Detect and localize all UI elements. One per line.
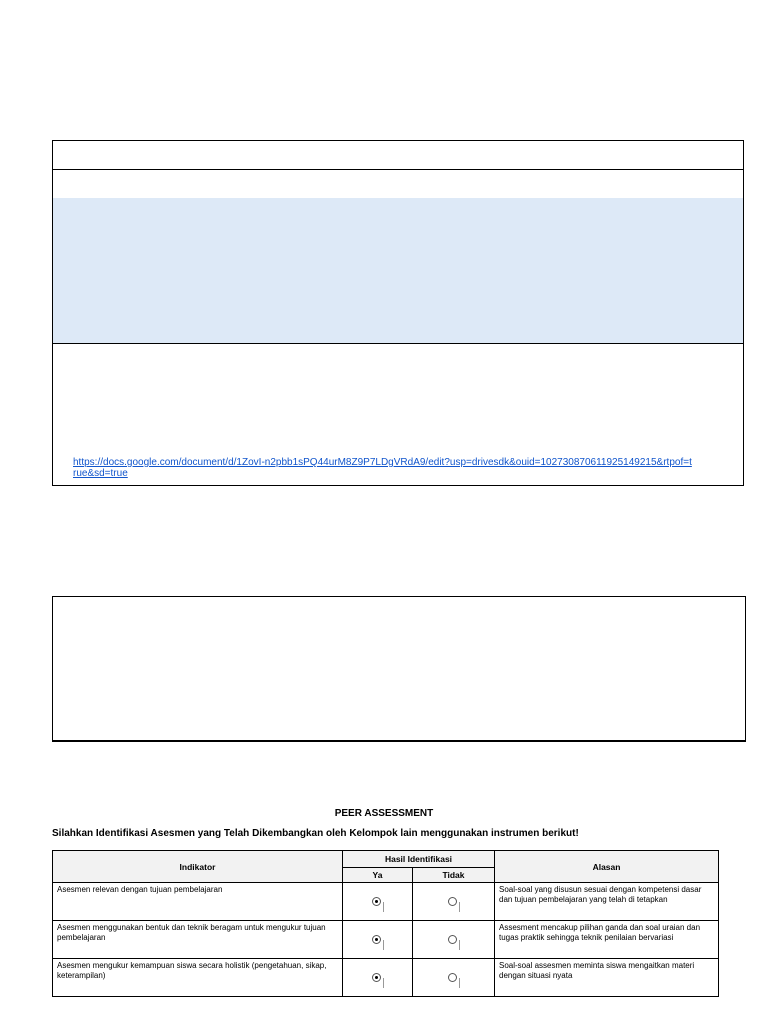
header-tidak: Tidak (413, 868, 495, 883)
table-row (53, 883, 719, 921)
alasan-cell: Soal-soal yang disusun sesuai dengan kompetensi dasar dan tujuan pembelajaran yang telah di tetapkan (495, 883, 719, 921)
table-row (53, 921, 719, 959)
indikator-cell: Asesmen menggunakan bentuk dan teknik beragam untuk mengukur tujuan pembelajaran (53, 921, 343, 959)
indikator-cell: Asesmen mengukur kemampuan siswa secara holistik (pengetahuan, sikap, keterampilan) (53, 959, 343, 997)
alasan-cell: Assesment mencakup pilihan ganda dan soal uraian dan tugas praktik sehingga teknik penilaian bervariasi (495, 921, 719, 959)
middle-box (52, 596, 746, 742)
alasan-cell: Soal-soal assesmen meminta siswa mengaitkan materi dengan situasi nyata (495, 959, 719, 997)
ya-cell (343, 959, 413, 997)
table-row (53, 959, 719, 997)
highlighted-row (53, 198, 743, 344)
peer-assessment-instruction: Silahkan Identifikasi Asesmen yang Telah Dikembangkan oleh Kelompok lain menggunakan instrumen berikut! (52, 828, 579, 839)
indikator-cell: Asesmen relevan dengan tujuan pembelajaran (53, 883, 343, 921)
cursor-mark (459, 902, 460, 912)
top-row-1 (53, 141, 743, 170)
top-row-2 (53, 169, 743, 199)
peer-assessment-title: PEER ASSESSMENT (334, 808, 434, 819)
tidak-cell (413, 883, 495, 921)
cursor-mark (459, 978, 460, 988)
top-info-box (52, 140, 744, 486)
cursor-mark (459, 940, 460, 950)
header-ya: Ya (343, 868, 413, 883)
radio-tidak[interactable] (448, 935, 457, 944)
ya-cell (343, 921, 413, 959)
link-row (53, 343, 743, 485)
radio-ya[interactable] (372, 897, 381, 906)
tidak-cell (413, 959, 495, 997)
header-alasan: Alasan (495, 851, 719, 883)
radio-ya[interactable] (372, 935, 381, 944)
assessment-table (52, 850, 719, 997)
google-docs-link[interactable]: https://docs.google.com/document/d/1ZovI-n2pbb1sPQ44urM8Z9P7LDgVRdA9/edit?usp=drivesdk&ouid=102730870611925149215&rtpof=true&sd=true (73, 457, 692, 479)
radio-tidak[interactable] (448, 897, 457, 906)
cursor-mark (383, 940, 384, 950)
ya-cell (343, 883, 413, 921)
header-hasil-identifikasi: Hasil Identifikasi (343, 851, 495, 868)
header-indikator: Indikator (53, 851, 343, 883)
tidak-cell (413, 921, 495, 959)
radio-tidak[interactable] (448, 973, 457, 982)
cursor-mark (383, 902, 384, 912)
cursor-mark (383, 978, 384, 988)
radio-ya[interactable] (372, 973, 381, 982)
